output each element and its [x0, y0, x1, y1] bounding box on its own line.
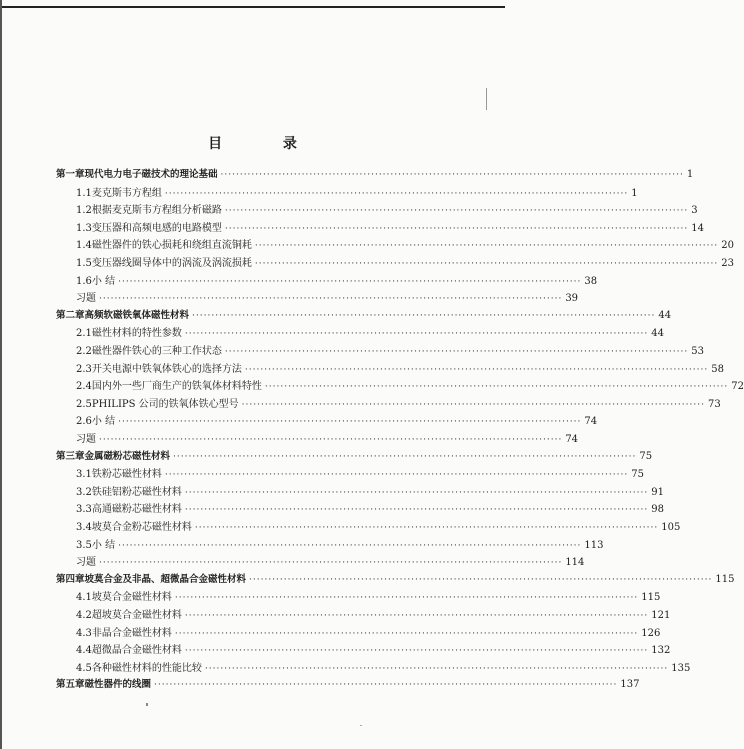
- toc-page-number: 135: [671, 662, 691, 674]
- toc-number: 1.1: [76, 187, 92, 199]
- toc-section-row: [76, 377, 744, 393]
- toc-page-number: 91: [651, 486, 664, 498]
- toc-label: 根据麦克斯韦方程组分析磁路: [91, 205, 222, 217]
- toc-number: 2.3: [76, 363, 92, 375]
- toc-label: 变压器和高频电感的电路模型: [91, 222, 222, 234]
- toc-dot-leader: ························································································································: [224, 206, 689, 217]
- toc-exercise-row: [76, 289, 579, 305]
- toc-number: 1.2: [76, 205, 92, 217]
- toc-label: 坡莫合金磁性材料: [91, 592, 172, 604]
- toc-page-number: 3: [691, 205, 698, 217]
- toc-label: 非晶合金磁性材料: [91, 627, 172, 639]
- toc-page-number: 58: [711, 363, 724, 375]
- toc-dot-leader: ························································································································: [174, 593, 639, 604]
- toc-dot-leader: ························································································································: [99, 294, 563, 305]
- toc-exercise-row: [76, 430, 579, 446]
- toc-page-number: 38: [584, 275, 598, 287]
- toc-number: 4.1: [76, 592, 92, 604]
- toc-number: 4.4: [76, 645, 92, 657]
- toc-dot-leader: ························································································································: [224, 223, 689, 234]
- toc-page-number: 72: [731, 381, 744, 393]
- toc-number: 习: [76, 434, 86, 445]
- toc-page-number: 20: [721, 240, 734, 252]
- toc-label: 超微晶合金磁性材料: [91, 645, 182, 657]
- toc-page-number: 137: [620, 679, 640, 691]
- toc-dot-leader: ························································································································: [118, 276, 582, 287]
- toc-dot-leader: ························································································································: [254, 259, 719, 269]
- toc-number: 3.4: [76, 522, 92, 533]
- toc-dot-leader: ························································································································: [264, 382, 729, 393]
- toc-page-number: 98: [651, 504, 664, 516]
- toc-dot-leader: ························································································································: [220, 170, 684, 180]
- toc-dot-leader: ························································································································: [204, 663, 669, 674]
- toc-page-number: 115: [641, 592, 661, 604]
- toc-number: 2.4: [76, 381, 92, 393]
- toc-page-number: 23: [721, 258, 734, 269]
- toc-page-number: 53: [691, 346, 704, 357]
- toc-page-number: 114: [565, 557, 585, 569]
- toc-section-row: [76, 465, 644, 481]
- toc-label: 开关电源中铁氧体铁心的选择方法: [91, 363, 242, 375]
- toc-page-number: 39: [565, 293, 579, 305]
- toc-page-number: 105: [661, 522, 681, 533]
- toc-page-number: 115: [715, 573, 735, 585]
- toc-dot-leader: ························································································································: [154, 680, 618, 691]
- toc-section-row: [76, 483, 664, 499]
- toc-section-row: [76, 606, 671, 622]
- toc-section-row: [76, 324, 664, 340]
- toc-label: 铁硅铝粉芯磁性材料: [91, 486, 182, 498]
- toc-number: 1.6: [76, 275, 92, 287]
- toc-label: 题: [86, 557, 96, 569]
- toc-number: 3.2: [76, 486, 92, 498]
- toc-label: 磁性器件的线圈: [84, 679, 152, 691]
- toc-page-number: 75: [639, 450, 653, 462]
- toc-label: 小 结: [91, 539, 116, 551]
- toc-dot-leader: ························································································································: [224, 347, 689, 357]
- toc-chapter-row: [56, 307, 672, 323]
- toc-chapter-row: [56, 448, 653, 464]
- toc-section-row: [76, 518, 681, 534]
- toc-section-row: [76, 641, 671, 657]
- toc-dot-leader: ························································································································: [99, 558, 563, 569]
- toc-section-row: [76, 219, 704, 235]
- toc-page-number: 74: [584, 416, 598, 428]
- toc-dot-leader: ························································································································: [249, 574, 713, 585]
- toc-section-row: [76, 254, 734, 270]
- toc-dot-leader: ························································································································: [164, 188, 629, 199]
- toc-dot-leader: ························································································································: [184, 487, 649, 498]
- toc-dot-leader: ························································································································: [184, 646, 649, 657]
- toc-page-number: 44: [658, 309, 672, 321]
- toc-page-number: 73: [707, 398, 721, 410]
- toc-number: 4.5: [76, 662, 92, 674]
- toc-dot-leader: ························································································································: [174, 628, 639, 639]
- toc-label: 变压器线圈导体中的涡流及涡流损耗: [91, 258, 252, 269]
- toc-section-row: [76, 342, 704, 358]
- toc-number: 4.2: [76, 610, 92, 621]
- toc-number: 4.3: [76, 627, 92, 639]
- toc-page-number: 132: [651, 645, 671, 657]
- toc-dot-leader: ························································································································: [99, 435, 563, 445]
- toc-label: 磁性器件的铁心损耗和绕组直流铜耗: [91, 240, 252, 252]
- toc-page-number: 1: [631, 187, 638, 199]
- toc-label: PHILIPS 公司的铁氧体铁心型号: [91, 398, 239, 410]
- toc-dot-leader: ························································································································: [184, 329, 649, 340]
- toc-label: 坡莫合金及非晶、超微晶合金磁性材料: [84, 573, 247, 585]
- toc-number: 1.5: [76, 258, 92, 269]
- toc-dot-leader: ························································································································: [241, 399, 705, 410]
- toc-number: 1.4: [76, 240, 92, 252]
- toc-label: 磁性材料的特性参数: [91, 328, 182, 340]
- toc-label: 各种磁性材料的性能比较: [91, 662, 202, 674]
- toc-number: 第四章: [56, 573, 85, 585]
- toc-number: 第二章: [56, 309, 85, 321]
- toc-number: 1.3: [76, 222, 92, 234]
- toc-chapter-row: [56, 571, 735, 587]
- toc-exercise-row: [76, 553, 585, 569]
- toc-number: 习: [76, 293, 86, 305]
- toc-label: 超坡莫合金磁性材料: [91, 610, 182, 621]
- toc-section-row: [76, 500, 664, 516]
- toc-number: 3.3: [76, 504, 92, 516]
- toc-dot-leader: ························································································································: [192, 310, 656, 321]
- toc-page-number: 1: [686, 169, 694, 180]
- toc-label: 铁粉芯磁性材料: [91, 469, 162, 481]
- toc-section-row: [76, 272, 598, 288]
- toc-dot-leader: ························································································································: [194, 523, 659, 533]
- toc-number: 第三章: [56, 450, 85, 462]
- toc-dot-leader: ························································································································: [184, 505, 649, 516]
- toc-dot-leader: ························································································································: [244, 364, 709, 375]
- toc-label: 小 结: [91, 416, 116, 428]
- toc-label: 题: [86, 434, 96, 445]
- toc-section-row: [76, 536, 604, 552]
- toc-section-row: [76, 395, 721, 411]
- toc-label: 小 结: [91, 275, 116, 287]
- toc-dot-leader: ························································································································: [118, 540, 582, 551]
- toc-page-number: 126: [641, 627, 661, 639]
- toc-section-row: [76, 624, 661, 640]
- toc-label: 现代电力电子磁技术的理论基础: [84, 169, 218, 180]
- toc-dot-leader: ························································································································: [164, 470, 629, 481]
- toc-number: 2.6: [76, 416, 92, 428]
- toc-number: 2.2: [76, 346, 92, 357]
- toc-label: 高频软磁铁氧体磁性材料: [84, 309, 190, 321]
- toc-section-row: [76, 236, 734, 252]
- toc-label: 金属磁粉芯磁性材料: [84, 450, 171, 462]
- toc-number: 3.5: [76, 539, 92, 551]
- toc-number: 第一章: [56, 169, 85, 180]
- scan-speck: [146, 703, 148, 706]
- toc-page-number: 14: [691, 222, 704, 234]
- toc-label: 高通磁粉芯磁性材料: [91, 504, 182, 516]
- toc-section-row: [76, 201, 698, 217]
- toc-dot-leader: ························································································································: [184, 611, 649, 621]
- toc-page-number: 74: [565, 434, 579, 445]
- scan-speck: [360, 725, 362, 726]
- toc-label: 题: [86, 293, 96, 305]
- toc-number: 第五章: [56, 679, 85, 691]
- toc-page-number: 44: [651, 328, 664, 340]
- toc-section-row: [76, 360, 724, 376]
- toc-section-row: [76, 659, 691, 675]
- toc-number: 2.5: [76, 398, 92, 410]
- toc-chapter-row: [56, 676, 640, 692]
- toc-number: 习: [76, 557, 86, 569]
- toc-number: 2.1: [76, 328, 92, 340]
- toc-page-number: 75: [631, 469, 644, 481]
- page-title: 目 录: [208, 136, 325, 152]
- toc-label: 坡莫合金粉芯磁性材料: [91, 522, 192, 533]
- toc-section-row: [76, 412, 598, 428]
- toc-chapter-row: [56, 166, 694, 182]
- toc-section-row: [76, 588, 661, 604]
- toc-dot-leader: ························································································································: [173, 451, 637, 462]
- toc-dot-leader: ························································································································: [118, 417, 582, 428]
- toc-label: 麦克斯韦方程组: [91, 187, 162, 199]
- toc-label: 国内外一些厂商生产的铁氧体材料特性: [91, 381, 262, 393]
- toc-dot-leader: ························································································································: [254, 241, 719, 252]
- toc-page-number: 121: [651, 610, 671, 621]
- toc-number: 3.1: [76, 469, 92, 481]
- toc-page-number: 113: [584, 539, 604, 551]
- toc-label: 磁性器件铁心的三种工作状态: [91, 346, 222, 357]
- toc-section-row: [76, 184, 638, 200]
